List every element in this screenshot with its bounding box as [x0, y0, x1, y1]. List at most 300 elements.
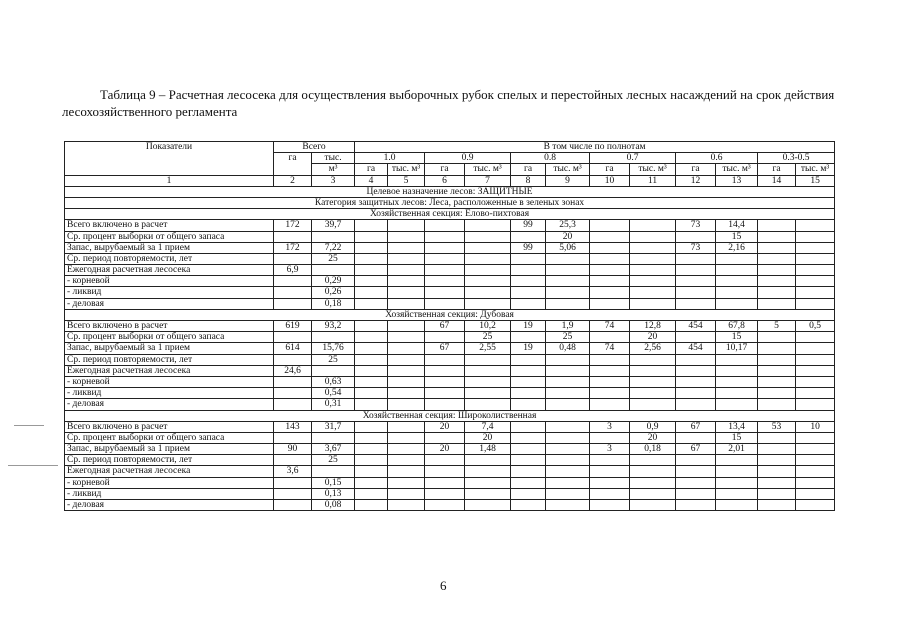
table-cell: [796, 332, 835, 343]
category-text: Категория защитных лесов: Леса, расположенные в зеленых зонах: [65, 197, 835, 208]
table-row: [65, 432, 835, 443]
table-cell: [676, 399, 716, 410]
row-label: - ликвид: [65, 488, 274, 499]
table-cell: [511, 376, 546, 387]
table-cell: 143: [274, 421, 312, 432]
margin-mark: [8, 465, 58, 466]
table-cell: [676, 354, 716, 365]
table-cell: [676, 488, 716, 499]
table-cell: [546, 488, 590, 499]
table-cell: [355, 477, 388, 488]
row-label: - деловая: [65, 399, 274, 410]
table-cell: [546, 376, 590, 387]
table-cell: [465, 399, 511, 410]
table-cell: [546, 455, 590, 466]
table-cell: 67: [425, 321, 465, 332]
table-cell: [758, 455, 796, 466]
table-cell: [355, 388, 388, 399]
table-cell: [716, 287, 758, 298]
section-title: Хозяйственная секция: Елово-пихтовая: [65, 209, 835, 220]
table-row: [65, 421, 835, 432]
table-cell: [388, 388, 425, 399]
row-label: Ежегодная расчетная лесосека: [65, 365, 274, 376]
table-cell: 20: [630, 332, 676, 343]
table-cell: [630, 276, 676, 287]
table-cell: [630, 466, 676, 477]
table-cell: [465, 287, 511, 298]
table-cell: [716, 388, 758, 399]
header-density-3: 0.8: [511, 153, 590, 164]
table-cell: [676, 298, 716, 309]
table-cell: [676, 265, 716, 276]
row-label: Ср. период повторяемости, лет: [65, 354, 274, 365]
table-cell: [630, 477, 676, 488]
row-label: - корневой: [65, 477, 274, 488]
table-cell: [630, 242, 676, 253]
table-cell: [716, 298, 758, 309]
table-cell: [312, 332, 355, 343]
table-cell: [590, 466, 630, 477]
table-cell: [355, 242, 388, 253]
table-cell: [630, 287, 676, 298]
table-cell: [274, 354, 312, 365]
table-cell: [676, 376, 716, 387]
table-cell: [425, 388, 465, 399]
table-cell: [425, 287, 465, 298]
table-cell: [758, 265, 796, 276]
table-cell: [758, 444, 796, 455]
table-row: [65, 365, 835, 376]
section-title-row: [65, 209, 835, 220]
table-cell: [425, 455, 465, 466]
table-cell: [546, 421, 590, 432]
margin-mark: [14, 425, 44, 426]
table-cell: 0,9: [630, 421, 676, 432]
table-cell: 0,13: [312, 488, 355, 499]
table-cell: 0,54: [312, 388, 355, 399]
table-cell: 15: [716, 332, 758, 343]
table-cell: [274, 298, 312, 309]
table-cell: 1,9: [546, 321, 590, 332]
table-cell: 19: [511, 343, 546, 354]
purpose-row: [65, 186, 835, 197]
table-cell: 3,6: [274, 466, 312, 477]
table-cell: [388, 231, 425, 242]
table-cell: [590, 455, 630, 466]
table-cell: [425, 477, 465, 488]
table-cell: [388, 365, 425, 376]
table-row: [65, 242, 835, 253]
table-cell: [796, 365, 835, 376]
row-label: - деловая: [65, 298, 274, 309]
table-cell: [388, 276, 425, 287]
row-label: Ср. процент выборки от общего запаса: [65, 332, 274, 343]
table-cell: [355, 421, 388, 432]
table-cell: [388, 455, 425, 466]
table-cell: [590, 388, 630, 399]
row-label: Ср. период повторяемости, лет: [65, 455, 274, 466]
table-cell: [388, 332, 425, 343]
table-cell: 15,76: [312, 343, 355, 354]
table-cell: [630, 376, 676, 387]
row-label: - корневой: [65, 376, 274, 387]
table-row: [65, 276, 835, 287]
table-cell: 3,67: [312, 444, 355, 455]
column-number: 8: [511, 175, 546, 186]
table-cell: [590, 265, 630, 276]
table-cell: [630, 354, 676, 365]
header-indicators: Показатели: [65, 142, 274, 176]
table-cell: [716, 253, 758, 264]
table-cell: [546, 477, 590, 488]
table-cell: [465, 253, 511, 264]
column-number: 2: [274, 175, 312, 186]
table-cell: [676, 365, 716, 376]
table-cell: [388, 432, 425, 443]
header-ga: га: [355, 164, 388, 175]
table-cell: [465, 488, 511, 499]
table-cell: [630, 265, 676, 276]
table-cell: [758, 220, 796, 231]
table-cell: [465, 231, 511, 242]
table-cell: [716, 500, 758, 511]
purpose-text: Целевое назначение лесов: ЗАЩИТНЫЕ: [65, 186, 835, 197]
table-cell: [274, 332, 312, 343]
table-cell: [511, 500, 546, 511]
table-cell: 0,18: [312, 298, 355, 309]
table-row: [65, 343, 835, 354]
table-row: [65, 265, 835, 276]
table-cell: 25: [312, 354, 355, 365]
table-row: [65, 231, 835, 242]
header-tys-m3: тыс. м³: [796, 164, 835, 175]
table-cell: [425, 298, 465, 309]
table-cell: 619: [274, 321, 312, 332]
header-tys-m3: тыс. м³: [388, 164, 425, 175]
table-cell: [590, 500, 630, 511]
table-cell: [425, 231, 465, 242]
table-cell: [274, 231, 312, 242]
header-tys-m3: тыс. м³: [630, 164, 676, 175]
table-cell: [796, 298, 835, 309]
table-row: [65, 399, 835, 410]
header-tys-m3: тыс. м³: [465, 164, 511, 175]
table-cell: [355, 466, 388, 477]
table-cell: [388, 444, 425, 455]
table-cell: [511, 399, 546, 410]
table-cell: 20: [425, 444, 465, 455]
header-density-1: 1.0: [355, 153, 425, 164]
table-cell: 20: [630, 432, 676, 443]
table-cell: [758, 388, 796, 399]
table-cell: [388, 376, 425, 387]
table-cell: [465, 500, 511, 511]
table-cell: [388, 298, 425, 309]
table-cell: [630, 500, 676, 511]
table-cell: [796, 444, 835, 455]
table-cell: [388, 321, 425, 332]
table-cell: [425, 332, 465, 343]
table-cell: [546, 287, 590, 298]
header-density-4: 0.7: [590, 153, 676, 164]
table-cell: 12,8: [630, 321, 676, 332]
table-cell: [676, 432, 716, 443]
table-cell: [465, 455, 511, 466]
table-cell: [796, 253, 835, 264]
table-cell: [758, 343, 796, 354]
table-cell: [716, 265, 758, 276]
table-cell: 25: [465, 332, 511, 343]
table-cell: [676, 455, 716, 466]
table-cell: [796, 287, 835, 298]
header-row-1: [65, 142, 835, 153]
table-cell: 10,17: [716, 343, 758, 354]
table-cell: [716, 276, 758, 287]
table-cell: [796, 388, 835, 399]
table-cell: [355, 231, 388, 242]
table-cell: 0,48: [546, 343, 590, 354]
table-cell: [511, 253, 546, 264]
table-cell: [511, 444, 546, 455]
table-cell: [546, 354, 590, 365]
table-cell: [388, 399, 425, 410]
table-cell: [796, 399, 835, 410]
table-cell: 0,26: [312, 287, 355, 298]
column-number: 4: [355, 175, 388, 186]
table-cell: [425, 265, 465, 276]
table-cell: [590, 332, 630, 343]
table-cell: [716, 466, 758, 477]
table-cell: 74: [590, 343, 630, 354]
column-number: 3: [312, 175, 355, 186]
table-cell: [546, 500, 590, 511]
table-cell: 25: [312, 253, 355, 264]
table-cell: 93,2: [312, 321, 355, 332]
table-cell: [274, 432, 312, 443]
table-cell: [796, 276, 835, 287]
column-numbers-row: [65, 175, 835, 186]
table-cell: [425, 376, 465, 387]
table-cell: [758, 466, 796, 477]
table-cell: [274, 500, 312, 511]
table-cell: [676, 287, 716, 298]
table-cell: [716, 488, 758, 499]
table-cell: [312, 265, 355, 276]
table-cell: [716, 376, 758, 387]
table-cell: [796, 500, 835, 511]
table-cell: [546, 388, 590, 399]
table-cell: 19: [511, 321, 546, 332]
table-cell: [796, 265, 835, 276]
table-cell: [355, 287, 388, 298]
table-cell: [758, 276, 796, 287]
table-cell: [546, 444, 590, 455]
table-cell: [511, 287, 546, 298]
table-cell: [355, 500, 388, 511]
table-cell: [630, 455, 676, 466]
table-cell: 5: [758, 321, 796, 332]
table-cell: [465, 298, 511, 309]
table-cell: [355, 298, 388, 309]
table-cell: 0,15: [312, 477, 355, 488]
table-cell: [590, 276, 630, 287]
table-cell: 614: [274, 343, 312, 354]
table-cell: 7,4: [465, 421, 511, 432]
table-cell: [676, 477, 716, 488]
table-cell: [355, 399, 388, 410]
table-cell: [796, 477, 835, 488]
row-label: - деловая: [65, 500, 274, 511]
table-cell: [716, 365, 758, 376]
table-cell: [630, 231, 676, 242]
table-cell: [590, 253, 630, 264]
table-cell: [274, 253, 312, 264]
table-cell: 67,8: [716, 321, 758, 332]
row-label: Запас, вырубаемый за 1 прием: [65, 343, 274, 354]
table-cell: [511, 276, 546, 287]
table-cell: [590, 354, 630, 365]
table-cell: 3: [590, 444, 630, 455]
header-ga: га: [758, 164, 796, 175]
table-cell: [758, 376, 796, 387]
column-number: 1: [65, 175, 274, 186]
table-cell: [758, 242, 796, 253]
table-cell: 25,3: [546, 220, 590, 231]
table-cell: [676, 253, 716, 264]
table-cell: [590, 488, 630, 499]
table-cell: [274, 455, 312, 466]
column-number: 11: [630, 175, 676, 186]
header-tys-m3: тыс. м³: [716, 164, 758, 175]
table-cell: [590, 231, 630, 242]
table-cell: [546, 365, 590, 376]
row-label: Запас, вырубаемый за 1 прием: [65, 242, 274, 253]
table-cell: [511, 455, 546, 466]
table-row: [65, 500, 835, 511]
table-cell: [590, 365, 630, 376]
table-cell: [425, 466, 465, 477]
row-label: Всего включено в расчет: [65, 220, 274, 231]
header-total-m3: м³: [312, 164, 355, 175]
table-cell: [758, 332, 796, 343]
table-cell: [590, 287, 630, 298]
table-cell: [274, 477, 312, 488]
table-cell: [465, 242, 511, 253]
table-cell: [355, 354, 388, 365]
table-cell: 99: [511, 220, 546, 231]
header-ga: га: [425, 164, 465, 175]
table-cell: [758, 500, 796, 511]
table-cell: [590, 298, 630, 309]
table-cell: [758, 354, 796, 365]
table-cell: 5,06: [546, 242, 590, 253]
header-density-6: 0.3-0.5: [758, 153, 835, 164]
table-cell: 172: [274, 242, 312, 253]
table-cell: [546, 265, 590, 276]
table-cell: 0,18: [630, 444, 676, 455]
table-cell: 20: [546, 231, 590, 242]
row-label: Ежегодная расчетная лесосека: [65, 265, 274, 276]
table-cell: 1,48: [465, 444, 511, 455]
table-cell: [465, 477, 511, 488]
table-cell: [388, 287, 425, 298]
table-cell: [425, 365, 465, 376]
table-cell: 15: [716, 231, 758, 242]
table-cell: [355, 488, 388, 499]
table-cell: [546, 466, 590, 477]
table-cell: [716, 399, 758, 410]
table-cell: [796, 231, 835, 242]
table-cell: [355, 444, 388, 455]
table-cell: 67: [676, 421, 716, 432]
row-label: Ср. период повторяемости, лет: [65, 253, 274, 264]
table-row: [65, 354, 835, 365]
header-total-ga: га: [274, 153, 312, 175]
table-cell: [388, 242, 425, 253]
table-cell: [511, 354, 546, 365]
table-caption: Таблица 9 – Расчетная лесосека для осуществления выборочных рубок спелых и перестойных лесных насаждений на срок действия лесохозяйственного регламента: [62, 87, 835, 119]
table-cell: [274, 488, 312, 499]
table-cell: 24,6: [274, 365, 312, 376]
table-cell: [355, 220, 388, 231]
table-cell: [590, 432, 630, 443]
row-label: - ликвид: [65, 287, 274, 298]
table-cell: [590, 376, 630, 387]
table-cell: [355, 455, 388, 466]
table-cell: 2,16: [716, 242, 758, 253]
table-cell: [425, 500, 465, 511]
table-cell: [465, 265, 511, 276]
table-cell: [465, 376, 511, 387]
table-cell: [355, 253, 388, 264]
row-label: - корневой: [65, 276, 274, 287]
table-cell: 10,2: [465, 321, 511, 332]
table-cell: [425, 220, 465, 231]
table-cell: [425, 488, 465, 499]
table-row: [65, 332, 835, 343]
table-cell: 20: [465, 432, 511, 443]
row-label: Ежегодная расчетная лесосека: [65, 466, 274, 477]
table-cell: [758, 253, 796, 264]
table-cell: [676, 500, 716, 511]
table-cell: [274, 276, 312, 287]
table-cell: [355, 343, 388, 354]
column-number: 5: [388, 175, 425, 186]
table-cell: [388, 466, 425, 477]
table-cell: [312, 365, 355, 376]
table-cell: [758, 298, 796, 309]
calc-table: [64, 141, 835, 511]
table-cell: [590, 399, 630, 410]
table-cell: 7,22: [312, 242, 355, 253]
table-row: [65, 287, 835, 298]
table-cell: 53: [758, 421, 796, 432]
header-tys-m3: тыс. м³: [546, 164, 590, 175]
table-cell: [546, 253, 590, 264]
table-row: [65, 220, 835, 231]
table-cell: [758, 231, 796, 242]
row-label: - ликвид: [65, 388, 274, 399]
table-cell: 172: [274, 220, 312, 231]
table-cell: [312, 432, 355, 443]
table-cell: [758, 365, 796, 376]
table-cell: [630, 365, 676, 376]
table-cell: [511, 332, 546, 343]
table-cell: [511, 432, 546, 443]
table-cell: 6,9: [274, 265, 312, 276]
table-cell: 14,4: [716, 220, 758, 231]
table-cell: [630, 220, 676, 231]
